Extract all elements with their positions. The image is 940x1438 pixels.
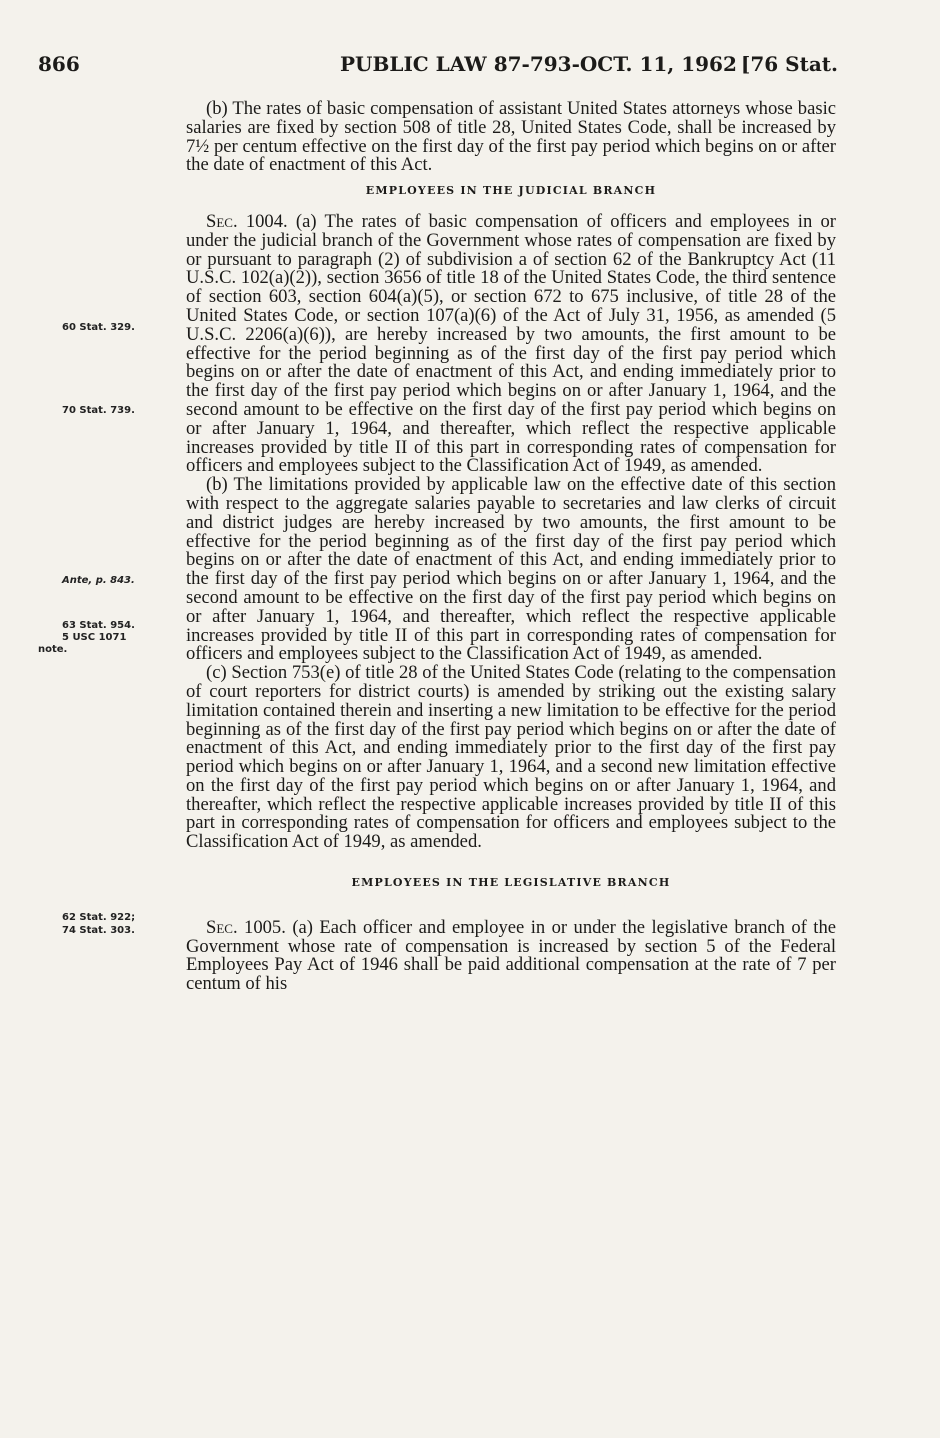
section-1004-a-text: (a) The rates of basic compensation of officers and employees in or under the judicial branch of the Government whose rates of compensation are fixed by or pursuant to paragraph (2) of subdivision a of section 62 of the Bankruptcy Act (11 U.S.C. 102(a)(2)), section 3656 of title 18 of the United States Code, the third sentence of section 603, section 604(a)(5), or section 672 to 675 inclusive, of title 28 of the United States Code, or section 107(a)(6) of the Act of July 31, 1956, as amended (5 U.S.C. 2206(a)(6)), are hereby increased by two amounts, the first amount to be effective for the period beginning as of the first day of the first pay period which begins on or after the date of enactment of this Act, and ending immediately prior to the first day of the first pay period which begins on or after January 1, 1964, and the second amount to be effective on the first day of the first pay period which begins on or after January 1, 1964, and thereafter, which reflect the respective applicable increases provided by title II of this part in corresponding rates of compensation for officers and employees subject to the Classification Act of 1949, as amended. bbox=[186, 210, 836, 477]
header-title: PUBLIC LAW 87-793-OCT. 11, 1962 bbox=[340, 52, 737, 76]
section-1004-c: (c) Section 753(e) of title 28 of the United States Code (relating to the compensation of court reporters for district courts) is amended by striking out the existing salary limitation contained therein and inserting a new limitation to be effective for the period beginning as of the first day of the first pay period which begins on or after the date of enactment of this Act, and ending immediately prior to the first day of the first pay period which begins on or after January 1, 1964, and a second new limitation effective on the first day of the first pay period which begins on or after January 1, 1964, and thereafter, which reflect the respective applicable increases provided by title II of this part in corresponding rates of compensation for officers and employees subject to the Classification Act of 1949, as amended. bbox=[186, 662, 836, 853]
heading-judicial-branch: EMPLOYEES IN THE JUDICIAL BRANCH bbox=[365, 184, 657, 198]
section-1005-a bbox=[186, 916, 837, 995]
margin-note-63-stat-954: 63 Stat. 954. bbox=[62, 620, 135, 631]
volume-citation: [76 Stat. bbox=[740, 52, 838, 76]
margin-note-70-stat-739: 70 Stat. 739. bbox=[62, 405, 135, 416]
paragraph-1003-b: (b) The rates of basic compensation of assistant United States attorneys whose basic salaries are fixed by section 508 of title 28, United States Code, shall be increased by 7½ per centum effective on the first day of the first pay period which begins on or after the date of enactment of this Act. bbox=[186, 98, 836, 176]
page-number: 866 bbox=[38, 52, 80, 76]
section-1005-label: Sec. 1005. bbox=[206, 916, 286, 938]
margin-note-note: note. bbox=[38, 644, 68, 655]
heading-legislative-branch: EMPLOYEES IN THE LEGISLATIVE BRANCH bbox=[351, 876, 671, 890]
margin-note-ante-843: Ante, p. 843. bbox=[62, 575, 135, 586]
margin-note-60-stat-329: 60 Stat. 329. bbox=[62, 322, 135, 333]
running-header bbox=[38, 52, 838, 86]
margin-note-62-stat-922: 62 Stat. 922; bbox=[62, 912, 136, 923]
section-1004-b: (b) The limitations provided by applicable law on the effective date of this section with respect to the aggregate salaries payable to secretaries and law clerks of circuit and district judges are hereby increased by two amounts, the first amount to be effective for the period beginning as of the first day of the first pay period which begins on or after the date of enactment of this Act, and ending immediately prior to the first day of the first pay period which begins on or after January 1, 1964, and the second amount to be effective on the first day of the first pay period which begins on or after January 1, 1964, and thereafter, which reflect the respective applicable increases provided by title II of this part in corresponding rates of compensation for officers and employees subject to the Classification Act of 1949, as amended. bbox=[186, 474, 836, 665]
margin-note-5-usc-1071: 5 USC 1071 bbox=[62, 632, 127, 643]
margin-note-74-stat-303: 74 Stat. 303. bbox=[62, 925, 135, 936]
section-1004-label: Sec. 1004. bbox=[206, 210, 288, 232]
body-text bbox=[186, 100, 836, 994]
section-1005-a-text: (a) Each officer and employee in or under the legislative branch of the Government whose rate of compensation is increased by section 5 of the Federal Employees Pay Act of 1946 shall be paid additional compensation at the rate of 7 per centum of his bbox=[186, 916, 837, 995]
section-1004-a bbox=[186, 210, 836, 477]
